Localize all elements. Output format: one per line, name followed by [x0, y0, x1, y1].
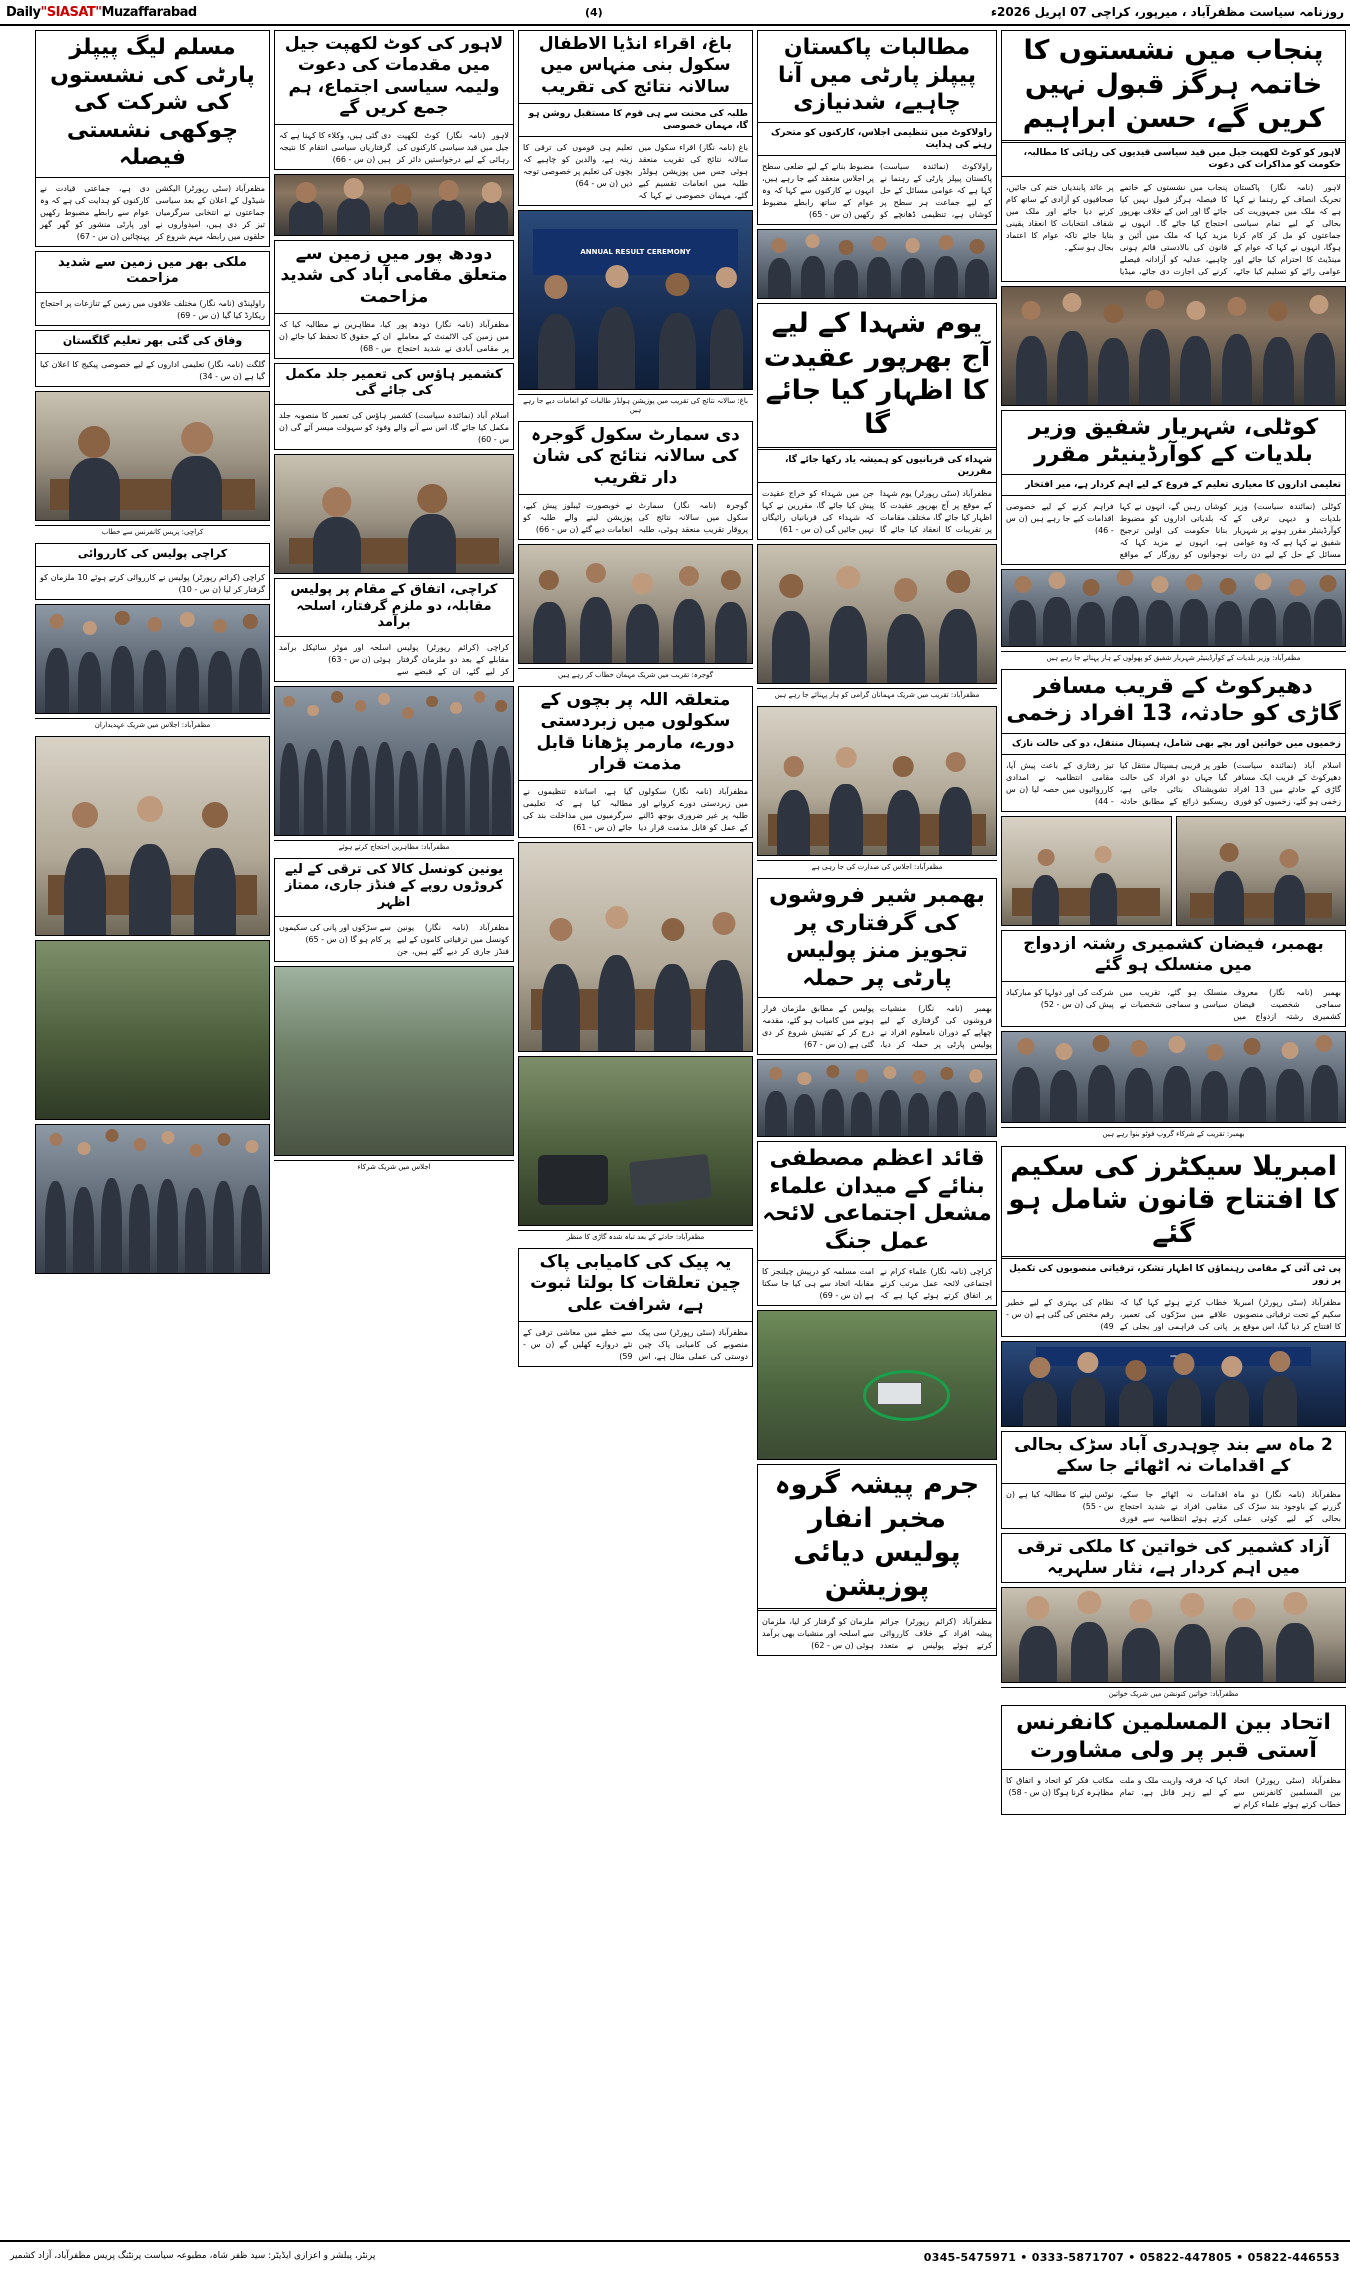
martyrs-photo	[757, 544, 997, 684]
smart-body: گوجرہ (نامہ نگار) سمارٹ سکول میں سالانہ نتائج کی پروقار تقریب منعقد ہوئی، طلبہ نے خوبصورت ٹیبلوز پیش کیے، پوزیشن لینے والے طلبہ کو انعامات دیے گئے (ن س - 66)	[523, 500, 748, 534]
police-photo	[757, 1059, 997, 1137]
story-wedding	[1001, 930, 1346, 1028]
kashmir-house-headline: کشمیر ہاؤس کی تعمیر جلد مکمل کی جائے گی	[285, 366, 503, 398]
press-photo	[35, 391, 270, 521]
lead-body: لاہور (نامہ نگار) پاکستان تحریک انصاف کے رہنما نے کہا ہے کہ ملک میں جمہوریت کی بحالی کے لیے تمام سیاسی جماعتوں کو مل کر کام کرنا ہوگا، انہوں نے کہا کہ عوام کے مینڈیٹ کا احترام کیا جائے اور عوامی رائے کو تسلیم کیا جائے، پنجاب میں نشستوں کے خاتمے کا فیصلہ ہرگز قبول نہیں کیا جائے گا اور اس کے خلاف بھرپور احتجاج کیا جائے گا۔ انہوں نے مزید کہا کہ ملک میں آئین و قانون کی بالادستی قائم ہونی چاہیے، عدلیہ کو آزادانہ فیصلے کرنے کی اجازت دی جائے، میڈیا پر عائد پابندیاں ختم کی جائیں، صحافیوں کو آزادی کے ساتھ کام کرنے دیا جائے اور ملک میں شفاف انتخابات کا انعقاد یقینی بنایا جائے تاکہ عوام کا اعتماد بحال ہو سکے۔	[1006, 182, 1341, 276]
accident-subheadline: زخمیوں میں خواتین اور بچے بھی شامل، ہسپتال منتقل، دو کی حالت نازک	[1012, 738, 1341, 749]
story-crime-gang	[757, 1464, 997, 1656]
gilgit-body: گلگت (نامہ نگار) تعلیمی اداروں کے لیے خصوصی پیکیج کا اعلان کیا گیا ہے (ن س - 34)	[40, 359, 265, 381]
cpec-body: مظفرآباد (سٹی رپورٹر) سی پیک منصوبے کی کامیابی پاک چین دوستی کی عملی مثال ہے، اس سے خطے میں معاشی ترقی کے نئے دروازے کھلیں گے (ن س - 59)	[523, 1327, 748, 1361]
office-photo-2	[1176, 816, 1347, 926]
umbrella-subheadline: پی ٹی آئی کے مقامی رہنماؤں کا اظہار تشکر، ترقیاتی منصوبوں کی تکمیل پر زور	[1009, 1263, 1341, 1286]
lead-photo	[1001, 286, 1346, 406]
story-doodhpur-land	[274, 240, 514, 359]
land-headline: ملکی بھر میں زمین سے شدید مزاحمت	[58, 254, 247, 286]
logo-city: Muzaffarabad	[101, 4, 197, 20]
coordinator-headline: کوٹلی، شہریار شفیق وزیر بلدیات کے کوآرڈینیٹر مقرر	[1028, 414, 1319, 468]
column-4	[274, 30, 514, 2234]
kashmir-house-body: اسلام آباد (نمائندہ سیاست) کشمیر ہاؤس کی تعمیر کا منصوبہ جلد مکمل کیا جائے گا، اس سے آنے والے وفود کو سہولت میسر آئے گی (ن س - 60)	[279, 411, 509, 445]
police-body: بھمبر (نامہ نگار) منشیات فروشوں کی گرفتاری کے لیے چھاپے کے دوران نامعلوم افراد نے پولیس پارٹی پر حملہ کر دیا، پولیس کے مطابق ملزمان فرار ہونے میں کامیاب ہو گئے، مقدمہ درج کر کے تفتیش شروع کر دی گئی ہے (ن س - 67)	[762, 1004, 992, 1050]
smart-photo-caption: گوجرہ: تقریب میں شریک مہمان خطاب کر رہے ہیں	[518, 668, 753, 682]
smart-photo	[518, 544, 753, 664]
lead-headline: پنجاب میں نشستوں کا خاتمہ ہرگز قبول نہیں کریں گے، حسن ابراہیم	[1022, 35, 1325, 134]
school-protest-body: مظفرآباد (نامہ نگار) سکولوں میں زبردستی دورے کروانے اور طلبہ پر غیر ضروری بوجھ ڈالنے کے عمل کو قابل مذمت قرار دیا گیا ہے، اساتذہ تنظیموں نے مطالبہ کیا ہے کہ تعلیمی سرگرمیوں میں مداخلت بند کی جائے (ن س - 61)	[523, 787, 748, 833]
iqra-photo: ANNUAL RESULT CEREMONY	[518, 210, 753, 390]
protest-photo-caption: مظفرآباد: مظاہرین احتجاج کرتے ہوئے	[274, 840, 514, 854]
doodhpur-body: مظفرآباد (نامہ نگار) دودھ پور میں زمین کی الاٹمنٹ کے معاملے پر مقامی آبادی نے شدید احتجاج کیا، مظاہرین نے مطالبہ کیا کہ ان کے حقوق کا تحفظ کیا جائے (ن س - 68)	[279, 319, 509, 353]
wedding-photo	[1001, 1031, 1346, 1123]
uc-funds-headline: یونین کونسل کالا کی ترقی کے لیے کروڑوں روپے کے فنڈز جاری، ممتاز اظہر	[284, 862, 504, 910]
story-ppp-demand	[757, 30, 997, 225]
story-ulema-plan	[757, 1141, 997, 1306]
league-headline: مسلم لیگ پیپلز پارٹی کی نشستوں کی شرکت کی چوکھی نشستی فیصلہ	[50, 35, 255, 170]
page-columns	[0, 26, 1350, 2238]
women-photo-caption: مظفرآباد: خواتین کنونشن میں شریک خواتین	[1001, 1687, 1346, 1701]
women-photo	[1001, 1587, 1346, 1683]
story-lahore-jail	[274, 30, 514, 170]
story-martyrs-day	[757, 303, 997, 540]
office-photo-1	[1001, 816, 1172, 926]
ulema-headline: قائد اعظم مصطفی بنائے کے میدان علماء مشعل اجتماعی لائحہ عمل جنگ	[762, 1146, 992, 1254]
photo-row-a	[1001, 816, 1346, 926]
karachi-photo	[274, 454, 514, 574]
page-footer	[0, 2240, 1350, 2272]
martyrs-subheadline: شہداء کی قربانیوں کو ہمیشہ یاد رکھا جائے گا، مقررین	[785, 454, 992, 477]
story-karachi-encounter	[274, 578, 514, 682]
crime-headline: جرم پیشہ گروہ مخبر انفار پولیس دیائی پوزیشن	[774, 1469, 980, 1602]
women-headline: آزاد کشمیر کی خواتین کا ملکی ترقی میں اہم کردار ہے، نثار سلہریہ	[1017, 1536, 1330, 1578]
meeting-photo-caption: مظفرآباد: اجلاس کی صدارت کی جا رہی ہے	[757, 860, 997, 874]
wedding-photo-caption: بھمبر: تقریب کے شرکاء گروپ فوٹو بنوا رہے ہیں	[1001, 1127, 1346, 1141]
iqra-subheadline: طلبہ کی محنت سے ہی قوم کا مستقبل روشن ہو گا، مہمان خصوصی	[528, 108, 748, 131]
wedding-headline: بھمبر، فیضان کشمیری رشتہ ازدواج میں منسلک ہو گئے	[1023, 933, 1324, 976]
coordinator-photo-caption: مظفرآباد: وزیر بلدیات کے کوآرڈینیٹر شہریار شفیق کو پھولوں کے ہار پہنائے جا رہے ہیں	[1001, 651, 1346, 665]
police-headline: بھمبر شیر فروشوں کی گرفتاری پر تجویز منز پولیس پارٹی پر حملہ	[769, 883, 985, 991]
ulema-body: کراچی (نامہ نگار) علماء کرام نے اجتماعی لائحہ عمل مرتب کرنے پر اتفاق کرتے ہوئے کہا ہے کہ امت مسلمہ کو درپیش چیلنجز کا مقابلہ اتحاد سے ہی کیا جا سکتا ہے (ن س - 69)	[762, 1267, 992, 1301]
martyrs-body: مظفرآباد (سٹی رپورٹر) یوم شہدا کے موقع پر آج بھرپور عقیدت کا اظہار کیا جائے گا، مختلف مقامات پر تقریبات کا انعقاد کیا جائے گا جن میں شہداء کو خراج عقیدت پیش کیا جائے گا، مقررین نے کہا کہ شہداء کی قربانیاں رائیگاں نہیں جائیں گی (ن س - 61)	[762, 489, 992, 535]
story-cpec	[518, 1248, 753, 1367]
story-umbrella-scheme	[1001, 1146, 1346, 1338]
crime-body: مظفرآباد (کرائم رپورٹر) جرائم پیشہ افراد کے خلاف کارروائی کرتے ہوئے پولیس نے متعدد ملزمان کو گرفتار کر لیا، ملزمان سے اسلحہ اور منشیات بھی برآمد ہوئی (ن س - 62)	[762, 1617, 992, 1651]
protest-photo	[274, 686, 514, 836]
accident-headline: دھیرکوٹ کے قریب مسافر گاڑی کو حادثہ، 13 افراد زخمی	[1006, 673, 1341, 727]
story-smart-school	[518, 421, 753, 540]
cpec-headline: یہ پیک کی کامیابی پاک چین تعلقات کا بولتا ثبوت ہے، شرافت علی	[530, 1252, 741, 1315]
coordinator-body: کوٹلی (نمائندہ سیاست) وزیر بلدیات و دیہی ترقی کے کوآرڈینیٹر مقرر ہونے پر شہریار شفیق نے کہا ہے کہ وہ عوامی مسائل کے حل کے لیے دن رات کوشاں رہیں گے، انہوں نے کہا کہ بلدیاتی اداروں کو مضبوط بنانا حکومت کی اولین ترجیح ہے، انہوں نے مزید کہا کہ نوجوانوں کو روزگار کے مواقع فراہم کرنے کے لیے خصوصی اقدامات کیے جا رہے ہیں (ن س - 46)	[1006, 501, 1341, 559]
column-1	[1001, 30, 1346, 2234]
ppp-subheadline: راولاکوٹ میں تنظیمی اجلاس، کارکنوں کو متحرک رہنے کی ہدایت	[771, 127, 992, 150]
martyrs-headline: یوم شہدا کے لیے آج بھرپور عقیدت کا اظہار کیا جائے گا	[763, 307, 991, 441]
wedding-body: بھمبر (نامہ نگار) معروف سماجی شخصیت فیضان کشمیری رشتہ ازدواج میں منسلک ہو گئے، تقریب میں سیاسی و سماجی شخصیات نے شرکت کی اور دولہا کو مبارکباد پیش کی (ن س - 52)	[1006, 988, 1341, 1022]
unity-body: مظفرآباد (سٹی رپورٹر) اتحاد بین المسلمین کانفرنس سے خطاب کرتے ہوئے علماء کرام نے کہا کہ فرقہ واریت ملک و ملت کے لیے زہر قاتل ہے، تمام مکاتب فکر کو اتحاد و اتفاق کا مظاہرہ کرنا ہوگا (ن س - 58)	[1006, 1776, 1341, 1810]
umbrella-body: مظفرآباد (سٹی رپورٹر) امبریلا سکیم کے تحت ترقیاتی منصوبوں کا افتتاح کر دیا گیا، اس موقع پر خطاب کرتے ہوئے کہا گیا کہ علاقے میں سڑکوں کی تعمیر، پانی کی فراہمی اور بجلی کے نظام کی بہتری کے لیے خطیر رقم مختص کی گئی ہے (ن س - 49)	[1006, 1298, 1341, 1332]
umbrella-photo: —	[1001, 1341, 1346, 1427]
gilgit-headline: وفاق کی گئی بھر تعلیم گلگستان	[62, 334, 243, 347]
wreck-photo-caption: مظفرآباد: حادثے کے بعد تباہ شدہ گاڑی کا منظر	[518, 1230, 753, 1244]
story-police-attack	[757, 878, 997, 1055]
lead-story	[1001, 30, 1346, 282]
photo-figures	[1002, 287, 1345, 405]
office-photo-5	[35, 736, 270, 936]
newspaper-logo	[6, 5, 197, 20]
story-iqra-school	[518, 30, 753, 206]
masthead-date-line: روزنامہ سیاست مظفرآباد ، میرپور، کراچی 07 اپریل 2026ء	[990, 5, 1344, 19]
press-photo-caption: کراچی: پریس کانفرنس سے خطاب	[35, 525, 270, 539]
bottom-photo-5	[35, 1124, 270, 1274]
school-protest-headline: متعلقہ اللہ پر بچوں کے سکولوں میں زبردستی دورے، مارمر پڑھانا قابل مذمت قرار	[536, 690, 735, 774]
doodhpur-headline: دودھ پور میں زمین سے متعلق مقامی آباد کی شدید مزاحمت	[280, 244, 508, 307]
road-body: مظفرآباد (نامہ نگار) دو ماہ گزرنے کے باوجود بند سڑک کی بحالی کے لیے کوئی عملی اقدامات نہ اٹھائے جا سکے، مقامی افراد نے شدید احتجاج کرتے ہوئے انتظامیہ سے فوری نوٹس لینے کا مطالبہ کیا ہے (ن س - 55)	[1006, 1489, 1341, 1523]
lead-subheadline: لاہور کو کوٹ لکھپت جیل میں قید سیاسی قیدیوں کی رہائی کا مطالبہ، حکومت کو مذاکرات کی دعوت	[1023, 148, 1341, 171]
valley-photo-caption: اجلاس میں شریک شرکاء	[274, 1160, 514, 1174]
classroom-photo	[518, 842, 753, 1052]
coordinator-subheadline: تعلیمی اداروں کا معیاری تعلیم کے فروغ کے لیے اہم کردار ہے، میر افتخار	[1025, 479, 1341, 490]
story-women-role	[1001, 1533, 1346, 1584]
ppp-photo	[757, 229, 997, 299]
uc-funds-body: مظفرآباد (نامہ نگار) یونین کونسل میں ترقیاتی کاموں کے لیے فنڈز جاری کر دیے گئے ہیں، جن سے سڑکوں اور پانی کی سکیموں پر کام ہو گا (ن س - 65)	[279, 922, 509, 956]
story-accident	[1001, 669, 1346, 812]
meeting-photo	[757, 706, 997, 856]
story-uc-funds	[274, 858, 514, 962]
iqra-photo-caption: باغ: سالانہ نتائج کی تقریب میں پوزیشن ہولڈر طالبات کو انعامات دیے جا رہے ہیں	[518, 394, 753, 417]
column-5	[35, 30, 270, 2234]
league-body: مظفرآباد (سٹی رپورٹر) الیکشن شیڈول کے اعلان کے بعد سیاسی جماعتوں نے انتخابی سرگرمیاں تیز کر دی ہیں، امیدواروں نے حلقوں میں رابطہ مہم شروع کر دی ہے، جماعتی قیادت نے کارکنوں کو ہدایت کی ہے کہ وہ عوام سے رابطے مضبوط رکھیں اور پارٹی منشور کو گھر گھر پہنچائیں (ن س - 67)	[40, 183, 265, 241]
story-unity-conference	[1001, 1705, 1346, 1815]
logo-daily: Daily	[6, 4, 41, 20]
story-closed-road	[1001, 1431, 1346, 1529]
jail-body: لاہور (نامہ نگار) کوٹ لکھپت جیل میں قید سیاسی کارکنوں کی رہائی کے لیے درخواستیں دائر کر دی گئی ہیں، وکلاء کا کہنا ہے کہ گرفتاریاں سیاسی انتقام کا نتیجہ ہیں (ن س - 66)	[279, 131, 509, 164]
karachi-police-headline: کراچی پولیس کی کارروائی	[77, 546, 228, 560]
iqra-body: باغ (نامہ نگار) اقراء سکول میں سالانہ نتائج کی تقریب منعقد ہوئی جس میں پوزیشن ہولڈر طلبہ میں انعامات تقسیم کیے گئے، مہمان خصوصی نے کہا کہ تعلیم ہی قوموں کی ترقی کا زینہ ہے، والدین کو چاہیے کہ بچوں کی تعلیم پر خصوصی توجہ دیں (ن س - 64)	[523, 143, 748, 201]
story-kashmir-house	[274, 363, 514, 451]
masthead	[0, 0, 1350, 26]
group-photo-5-caption: مظفرآباد: اجلاس میں شریک عہدیداران	[35, 718, 270, 732]
accident-body: اسلام آباد (نمائندہ سیاست) دھیرکوٹ کے قریب ایک مسافر گاڑی کے حادثے میں 13 افراد زخمی ہو گئے، زخمیوں کو فوری طور پر قریبی ہسپتال منتقل کیا گیا جہاں دو افراد کی حالت تشویشناک بتائی جاتی ہے، ریسکیو ذرائع کے مطابق حادثہ تیز رفتاری کے باعث پیش آیا، مقامی انتظامیہ نے امدادی کارروائیوں میں حصہ لیا (ن س - 44)	[1006, 760, 1341, 806]
outdoor-photo-5	[35, 940, 270, 1120]
group-photo-5	[35, 604, 270, 714]
page-number: (4)	[584, 5, 603, 19]
story-land-resistance	[35, 251, 270, 327]
ppp-body: راولاکوٹ (نمائندہ سیاست) پاکستان پیپلز پارٹی کے رہنما نے کہا ہے کہ عوامی مسائل کے حل کے لیے جماعت ہر سطح پر کوشاں ہے، تنظیمی ڈھانچے کو مضبوط بنانے کے لیے ضلعی سطح پر اجلاس منعقد کیے جا رہے ہیں، انہوں نے کارکنوں سے کہا کہ وہ عوام کے ساتھ رابطے مضبوط رکھیں (ن س - 65)	[762, 161, 992, 219]
landslide-photo	[757, 1310, 997, 1460]
column-3	[518, 30, 753, 2234]
umbrella-headline: امبریلا سیکٹرز کی سکیم کا افتتاح قانون شامل ہو گئے	[1008, 1150, 1339, 1249]
story-gilgit-edu	[35, 330, 270, 387]
encounter-body: کراچی (کرائم رپورٹر) پولیس مقابلے کے بعد دو ملزمان گرفتار کر لیے گئے، ان کے قبضے سے اسلحہ اور موٹر سائیکل برآمد ہوئی (ن س - 63)	[279, 643, 509, 676]
iqra-headline: باغ، اقراء انڈیا الاطفال سکول بنی منہاس میں سالانہ نتائج کی تقریب	[538, 34, 733, 97]
land-body: راولپنڈی (نامہ نگار) مختلف علاقوں میں زمین کے تنازعات پر احتجاج ریکارڈ کیا گیا (ن س - 69)	[40, 299, 265, 320]
wreck-photo	[518, 1056, 753, 1226]
story-karachi-police	[35, 543, 270, 600]
jail-headline: لاہور کی کوٹ لکھپت جیل میں مقدمات کی دعوت ولیمہ سیاسی اجتماع، ہم جمع کریں گے	[284, 34, 504, 118]
unity-headline: اتحاد بین المسلمین کانفرنس آستی قبر پر ولی مشاورت	[1016, 1710, 1331, 1763]
story-coordinator	[1001, 410, 1346, 565]
contact-phones: 0345-5475971 • 0333-5871707 • 05822-447805 • 05822-446553	[923, 2250, 1340, 2264]
ppp-headline: مطالبات پاکستان پیپلز پارٹی میں آنا چاہیے، شدنیازی	[777, 35, 977, 115]
smart-headline: دی سمارٹ سکول گوجرہ کی سالانہ نتائج کی شان دار تقریب	[531, 425, 740, 488]
story-league-ppp	[35, 30, 270, 247]
martyrs-photo-caption: مظفرآباد: تقریب میں شریک مہمانان گرامی کو ہار پہنائے جا رہے ہیں	[757, 688, 997, 702]
valley-photo	[274, 966, 514, 1156]
karachi-police-body: کراچی (کرائم رپورٹر) پولیس نے کارروائی کرتے ہوئے 10 ملزمان کو گرفتار کر لیا (ن س - 10)	[40, 572, 265, 594]
coordinator-photo	[1001, 569, 1346, 647]
encounter-headline: کراچی، اتفاق کے مقام پر پولیس مقابلہ، دو ملزم گرفتار، اسلحہ برآمد	[290, 582, 498, 630]
story-school-protest	[518, 686, 753, 838]
jail-photo	[274, 174, 514, 236]
photo-figures-2	[1002, 570, 1345, 646]
logo-siasat: "SIASAT"	[40, 4, 102, 20]
column-2	[757, 30, 997, 2234]
publisher-line: پرنٹر، پبلشر و اعزازی ایڈیٹر: سید ظفر شاہ، مطبوعہ سیاست پرنٹنگ پریس مظفرآباد، آزاد کشمیر	[10, 2251, 376, 2262]
road-headline: 2 ماہ سے بند چوہدری آباد سڑک بحالی کے اقدامات نہ اٹھائے جا سکے	[1014, 1435, 1333, 1477]
